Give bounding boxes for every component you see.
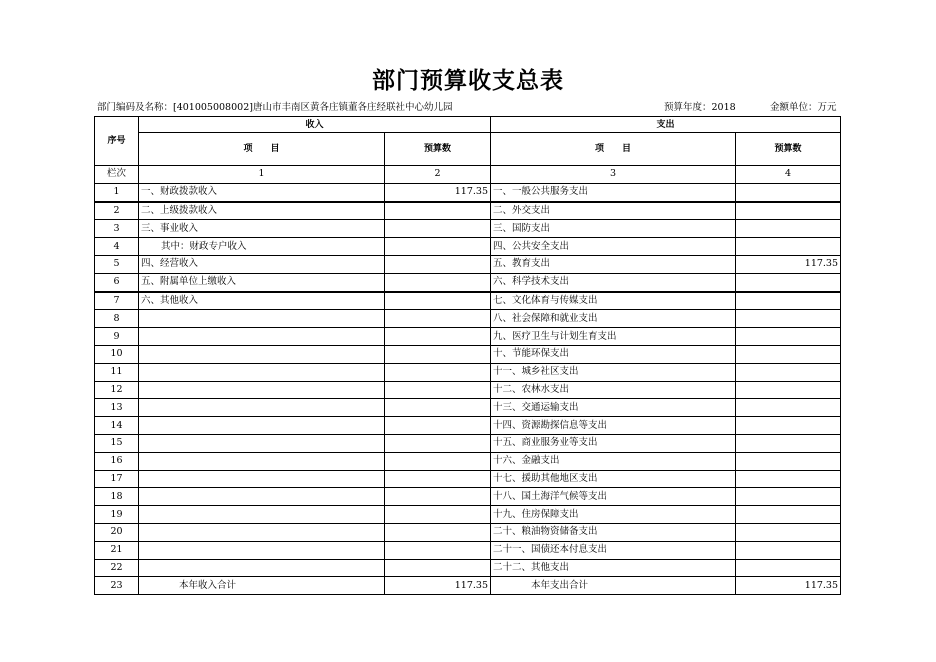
income-amount bbox=[385, 523, 491, 541]
expense-item: 一、一般公共服务支出 bbox=[491, 183, 736, 201]
row-seq: 22 bbox=[95, 559, 139, 577]
header-seq: 序号 bbox=[95, 117, 139, 166]
income-item bbox=[139, 452, 385, 470]
table-row bbox=[95, 238, 841, 256]
table-row bbox=[95, 310, 841, 328]
row-seq: 13 bbox=[95, 399, 139, 417]
expense-item: 二十、粮油物资储备支出 bbox=[491, 523, 736, 541]
row-seq: 23 bbox=[95, 577, 139, 595]
row-seq: 17 bbox=[95, 470, 139, 488]
income-item bbox=[139, 488, 385, 506]
income-amount bbox=[385, 255, 491, 273]
expense-item: 十七、援助其他地区支出 bbox=[491, 470, 736, 488]
income-item bbox=[139, 399, 385, 417]
table-row bbox=[95, 523, 841, 541]
expense-total-label: 本年支出合计 bbox=[491, 577, 736, 595]
income-amount bbox=[385, 381, 491, 399]
unit-label: 金额单位：万元 bbox=[770, 102, 837, 113]
income-amount bbox=[385, 541, 491, 559]
expense-item: 二、外交支出 bbox=[491, 202, 736, 220]
expense-total-amount: 117.35 bbox=[736, 577, 841, 595]
expense-amount bbox=[736, 328, 841, 346]
income-amount bbox=[385, 363, 491, 381]
table-row bbox=[95, 470, 841, 488]
expense-amount bbox=[736, 470, 841, 488]
row-seq: 12 bbox=[95, 381, 139, 399]
income-amount bbox=[385, 273, 491, 291]
page-title: 部门预算收支总表 bbox=[372, 68, 564, 94]
header-income: 收入 bbox=[139, 117, 491, 133]
expense-item: 七、文化体育与传媒支出 bbox=[491, 292, 736, 310]
expense-amount bbox=[736, 238, 841, 256]
expense-amount bbox=[736, 541, 841, 559]
income-item: 六、其他收入 bbox=[139, 292, 385, 310]
table-row bbox=[95, 255, 841, 273]
income-item: 三、事业收入 bbox=[139, 220, 385, 238]
row-seq: 19 bbox=[95, 506, 139, 524]
header-expense-amount: 预算数 bbox=[736, 133, 841, 166]
income-amount bbox=[385, 417, 491, 435]
table-row bbox=[95, 345, 841, 363]
table-row bbox=[95, 506, 841, 524]
expense-amount bbox=[736, 363, 841, 381]
row-seq: 10 bbox=[95, 345, 139, 363]
income-item bbox=[139, 381, 385, 399]
income-amount bbox=[385, 345, 491, 363]
income-amount: 117.35 bbox=[385, 183, 491, 201]
income-amount bbox=[385, 452, 491, 470]
expense-item: 二十一、国债还本付息支出 bbox=[491, 541, 736, 559]
row-seq: 7 bbox=[95, 292, 139, 310]
table-row bbox=[95, 381, 841, 399]
row-seq: 18 bbox=[95, 488, 139, 506]
table-row bbox=[95, 541, 841, 559]
income-item: 一、财政拨款收入 bbox=[139, 183, 385, 201]
expense-item: 十二、农林水支出 bbox=[491, 381, 736, 399]
expense-amount bbox=[736, 345, 841, 363]
row-seq: 11 bbox=[95, 363, 139, 381]
table-row bbox=[95, 399, 841, 417]
table-row bbox=[95, 434, 841, 452]
income-item bbox=[139, 506, 385, 524]
expense-amount bbox=[736, 292, 841, 310]
expense-item: 四、公共安全支出 bbox=[491, 238, 736, 256]
header-expense-item: 项 目 bbox=[491, 133, 736, 166]
income-amount bbox=[385, 434, 491, 452]
income-amount bbox=[385, 470, 491, 488]
row-seq: 21 bbox=[95, 541, 139, 559]
row-seq: 6 bbox=[95, 273, 139, 291]
expense-item: 八、社会保障和就业支出 bbox=[491, 310, 736, 328]
income-amount bbox=[385, 220, 491, 238]
column-index-row bbox=[95, 166, 841, 184]
expense-item: 二十二、其他支出 bbox=[491, 559, 736, 577]
row-seq: 20 bbox=[95, 523, 139, 541]
row-seq: 8 bbox=[95, 310, 139, 328]
row-seq: 14 bbox=[95, 417, 139, 435]
total-row bbox=[95, 577, 841, 595]
expense-item: 十三、交通运输支出 bbox=[491, 399, 736, 417]
row-seq: 3 bbox=[95, 220, 139, 238]
row-seq: 16 bbox=[95, 452, 139, 470]
expense-item: 十九、住房保障支出 bbox=[491, 506, 736, 524]
expense-amount: 117.35 bbox=[736, 255, 841, 273]
income-item bbox=[139, 363, 385, 381]
income-amount bbox=[385, 506, 491, 524]
row-seq: 1 bbox=[95, 183, 139, 201]
expense-amount bbox=[736, 399, 841, 417]
expense-amount bbox=[736, 523, 841, 541]
expense-amount bbox=[736, 273, 841, 291]
header-income-amount: 预算数 bbox=[385, 133, 491, 166]
table-row bbox=[95, 328, 841, 346]
row-seq: 4 bbox=[95, 238, 139, 256]
expense-item: 十、节能环保支出 bbox=[491, 345, 736, 363]
row-seq: 5 bbox=[95, 255, 139, 273]
expense-amount bbox=[736, 381, 841, 399]
income-amount bbox=[385, 559, 491, 577]
table-row bbox=[95, 417, 841, 435]
income-total-label: 本年收入合计 bbox=[139, 577, 385, 595]
budget-table bbox=[94, 116, 841, 595]
table-row bbox=[95, 292, 841, 310]
income-total-amount: 117.35 bbox=[385, 577, 491, 595]
expense-item: 五、教育支出 bbox=[491, 255, 736, 273]
column-index-2: 2 bbox=[385, 166, 491, 184]
expense-item: 六、科学技术支出 bbox=[491, 273, 736, 291]
budget-year-label: 预算年度：2018 bbox=[664, 102, 736, 113]
expense-amount bbox=[736, 488, 841, 506]
income-item bbox=[139, 523, 385, 541]
income-item bbox=[139, 328, 385, 346]
expense-amount bbox=[736, 220, 841, 238]
expense-amount bbox=[736, 506, 841, 524]
row-seq: 15 bbox=[95, 434, 139, 452]
income-item bbox=[139, 345, 385, 363]
column-index-label: 栏次 bbox=[95, 166, 139, 184]
expense-item: 十六、金融支出 bbox=[491, 452, 736, 470]
income-item bbox=[139, 559, 385, 577]
expense-item: 十一、城乡社区支出 bbox=[491, 363, 736, 381]
table-row bbox=[95, 220, 841, 238]
income-item: 其中：财政专户收入 bbox=[139, 238, 385, 256]
income-item bbox=[139, 541, 385, 559]
income-item: 五、附属单位上缴收入 bbox=[139, 273, 385, 291]
expense-item: 十八、国土海洋气候等支出 bbox=[491, 488, 736, 506]
income-item bbox=[139, 417, 385, 435]
column-index-3: 3 bbox=[491, 166, 736, 184]
income-amount bbox=[385, 488, 491, 506]
table-row bbox=[95, 363, 841, 381]
expense-amount bbox=[736, 434, 841, 452]
table-row bbox=[95, 202, 841, 220]
income-amount bbox=[385, 399, 491, 417]
income-amount bbox=[385, 238, 491, 256]
header-expense: 支出 bbox=[491, 117, 841, 133]
expense-item: 三、国防支出 bbox=[491, 220, 736, 238]
row-seq: 9 bbox=[95, 328, 139, 346]
column-index-1: 1 bbox=[139, 166, 385, 184]
expense-amount bbox=[736, 417, 841, 435]
header-income-item: 项 目 bbox=[139, 133, 385, 166]
expense-amount bbox=[736, 559, 841, 577]
expense-amount bbox=[736, 183, 841, 201]
income-item bbox=[139, 310, 385, 328]
table-row bbox=[95, 183, 841, 201]
table-row bbox=[95, 559, 841, 577]
expense-amount bbox=[736, 452, 841, 470]
income-item: 四、经营收入 bbox=[139, 255, 385, 273]
expense-amount bbox=[736, 310, 841, 328]
expense-item: 九、医疗卫生与计划生育支出 bbox=[491, 328, 736, 346]
income-item bbox=[139, 470, 385, 488]
table-row bbox=[95, 488, 841, 506]
department-label: 部门编码及名称：[401005008002]唐山市丰南区黄各庄镇董各庄经联社中心幼儿园 bbox=[97, 102, 453, 113]
column-index-4: 4 bbox=[736, 166, 841, 184]
expense-item: 十四、资源勘探信息等支出 bbox=[491, 417, 736, 435]
income-amount bbox=[385, 310, 491, 328]
table-row bbox=[95, 273, 841, 291]
income-amount bbox=[385, 328, 491, 346]
table-row bbox=[95, 452, 841, 470]
income-item bbox=[139, 434, 385, 452]
income-amount bbox=[385, 202, 491, 220]
row-seq: 2 bbox=[95, 202, 139, 220]
expense-item: 十五、商业服务业等支出 bbox=[491, 434, 736, 452]
income-item: 二、上级拨款收入 bbox=[139, 202, 385, 220]
expense-amount bbox=[736, 202, 841, 220]
income-amount bbox=[385, 292, 491, 310]
